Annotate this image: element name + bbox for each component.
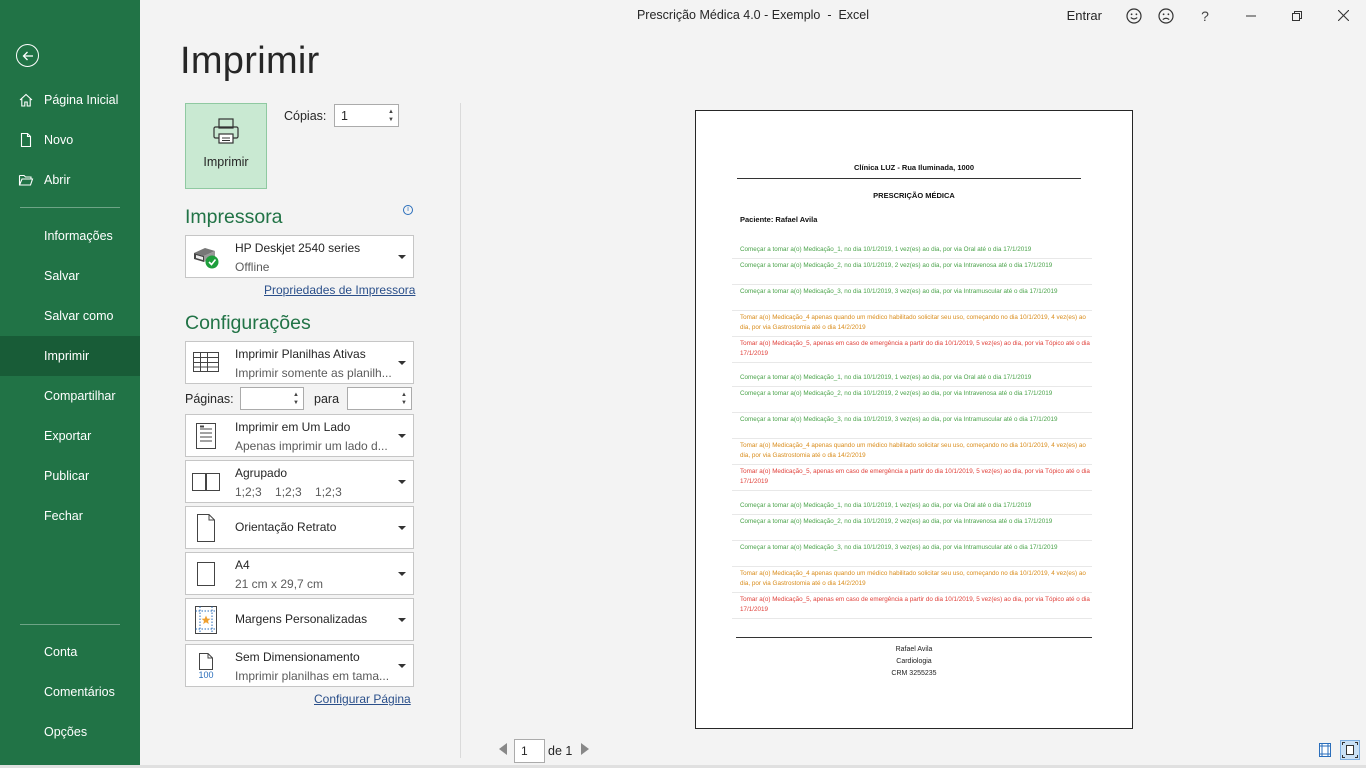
sidebar-item-label: Comentários (44, 685, 115, 699)
prescription-separator (732, 566, 1092, 567)
printer-properties-link[interactable]: Propriedades de Impressora (264, 283, 416, 297)
new-document-icon (18, 132, 34, 148)
signature-rule (736, 637, 1092, 638)
sidebar-item-print[interactable] (0, 336, 140, 376)
print-button-label: Imprimir (203, 155, 249, 169)
chevron-down-icon (398, 572, 406, 576)
title-bar (140, 0, 1366, 31)
orientation-dropdown[interactable] (185, 506, 414, 549)
setting-title: Sem Dimensionamento (235, 650, 360, 664)
patient-name: Paciente: Rafael Avila (740, 215, 818, 224)
zoom-to-page-button[interactable] (1340, 740, 1360, 760)
doctor-crm: CRM 3255235 (891, 670, 937, 677)
prescription-separator (732, 514, 1092, 515)
prescription-line: Começar a tomar a(o) Medicação_3, no dia 10/1/2019, 3 vez(es) ao dia, por via Intramuscular até o dia 17/1/2019 (740, 416, 1058, 423)
pages-label: Páginas: (185, 392, 234, 406)
show-margins-icon[interactable] (1317, 742, 1333, 758)
page-count: de 1 (548, 744, 573, 758)
sidebar-item-options[interactable] (0, 712, 140, 752)
doctor-name: Rafael Avila (895, 646, 933, 653)
prescription-separator (732, 490, 1092, 491)
title-separator: - (820, 8, 839, 22)
sidebar-item-feedback[interactable] (0, 672, 140, 712)
sidebar-item-label: Conta (44, 645, 78, 659)
prescription-line: Começar a tomar a(o) Medicação_1, no dia 10/1/2019, 1 vez(es) ao dia, por via Oral até o dia 17/1/2019 (740, 502, 1032, 509)
prescription-line: Começar a tomar a(o) Medicação_3, no dia 10/1/2019, 3 vez(es) ao dia, por via Intramuscular até o dia 17/1/2019 (740, 288, 1058, 295)
prescription-separator (732, 592, 1092, 593)
sidebar-item-label: Informações (44, 229, 113, 243)
copies-value: 1 (341, 108, 348, 123)
divider (460, 103, 461, 758)
next-page-icon[interactable] (581, 743, 589, 755)
stepper-arrows-icon[interactable]: ▲ ▼ (293, 391, 299, 406)
chevron-down-icon (398, 618, 406, 622)
close-button[interactable] (1320, 0, 1366, 31)
prescription-line: Começar a tomar a(o) Medicação_1, no dia 10/1/2019, 1 vez(es) ao dia, por via Oral até o dia 17/1/2019 (740, 246, 1032, 253)
sidebar-item-label: Compartilhar (44, 389, 116, 403)
prescription-line: Tomar a(o) Medicação_4 apenas quando um médico habilitado solicitar seu uso, começando no dia 10/1/2019, 4 vez(es) ao dia, por via Gastrostomia até o dia 14/2/2019 (740, 314, 1086, 331)
setting-subtitle: 1;2;3 1;2;3 1;2;3 (235, 485, 342, 499)
sidebar-item-account[interactable] (0, 632, 140, 672)
sidebar-item-export[interactable] (0, 416, 140, 456)
prescription-heading: PRESCRIÇÃO MÉDICA (873, 191, 955, 200)
prescription-separator (732, 438, 1092, 439)
chevron-down-icon (398, 526, 406, 530)
prescription-separator (732, 310, 1092, 311)
chevron-down-icon (398, 434, 406, 438)
prescription-separator (732, 618, 1092, 619)
sidebar-item-label: Novo (44, 133, 74, 147)
sidebar-item-share[interactable] (0, 376, 140, 416)
help-button[interactable]: ? (1201, 7, 1209, 24)
pages-to-input[interactable] (347, 387, 412, 410)
prescription-separator (732, 362, 1092, 363)
minimize-button[interactable] (1228, 0, 1274, 31)
frown-feedback-icon[interactable] (1150, 0, 1182, 31)
chevron-down-icon (398, 361, 406, 365)
page-setup-link[interactable]: Configurar Página (314, 692, 411, 706)
sidebar-item-open[interactable] (0, 160, 140, 200)
sidebar-item-new[interactable] (0, 120, 140, 160)
printer-icon (210, 115, 242, 147)
copies-stepper[interactable] (334, 104, 399, 127)
sidebar-item-publish[interactable] (0, 456, 140, 496)
back-arrow-icon[interactable] (16, 44, 39, 67)
sidebar-item-label: Publicar (44, 469, 90, 483)
sides-dropdown[interactable] (185, 414, 414, 457)
prescription-separator (732, 412, 1092, 413)
setting-subtitle: Apenas imprimir um lado d... (235, 439, 388, 453)
sidebar-item-label: Exportar (44, 429, 92, 443)
setting-subtitle: Imprimir somente as planilh... (235, 366, 392, 380)
current-page-input[interactable]: 1 (514, 739, 545, 763)
prescription-line: Tomar a(o) Medicação_4 apenas quando um médico habilitado solicitar seu uso, começando no dia 10/1/2019, 4 vez(es) ao dia, por via Gastrostomia até o dia 14/2/2019 (740, 570, 1086, 587)
prescription-line: Começar a tomar a(o) Medicação_2, no dia 10/1/2019, 2 vez(es) ao dia, por via Intravenosa até o dia 17/1/2019 (740, 262, 1053, 269)
prescription-separator (732, 284, 1092, 285)
sidebar-item-close[interactable] (0, 496, 140, 536)
sheet-grid-icon (190, 347, 222, 379)
sidebar-item-home[interactable] (0, 80, 140, 120)
setting-title: Agrupado (235, 466, 288, 480)
one-sided-page-icon (190, 420, 222, 452)
custom-margins-icon (190, 604, 222, 636)
previous-page-icon[interactable] (499, 743, 507, 755)
print-preview-page (695, 110, 1133, 729)
chevron-down-icon (398, 664, 406, 668)
pages-to-label: para (314, 392, 340, 406)
paper-size-icon (190, 558, 222, 590)
setting-subtitle: Imprimir planilhas em tama... (235, 669, 390, 683)
sidebar-item-label: Fechar (44, 509, 83, 523)
copies-label: Cópias: (284, 109, 327, 123)
print-what-dropdown[interactable] (185, 341, 414, 384)
prescription-line: Começar a tomar a(o) Medicação_3, no dia 10/1/2019, 3 vez(es) ao dia, por via Intramuscular até o dia 17/1/2019 (740, 544, 1058, 551)
scaling-percent: 100 (198, 669, 214, 680)
sidebar-item-label: Opções (44, 725, 88, 739)
page-title: Imprimir (180, 40, 320, 82)
sidebar-divider (20, 624, 120, 625)
prescription-separator (732, 258, 1092, 259)
margins-dropdown[interactable] (185, 598, 414, 641)
stepper-arrows-icon[interactable]: ▲ ▼ (401, 391, 407, 406)
print-button[interactable] (185, 103, 267, 189)
setting-title: A4 (235, 558, 250, 572)
sidebar-item-save-as[interactable] (0, 296, 140, 336)
settings-heading: Configurações (185, 312, 311, 334)
chevron-down-icon (398, 480, 406, 484)
app-name: Excel (838, 8, 870, 22)
header-rule (737, 178, 1081, 179)
portrait-page-icon (190, 512, 222, 544)
printer-name: HP Deskjet 2540 series (235, 241, 361, 255)
sidebar-item-info[interactable] (0, 216, 140, 256)
prescription-line: Começar a tomar a(o) Medicação_2, no dia 10/1/2019, 2 vez(es) ao dia, por via Intravenosa até o dia 17/1/2019 (740, 390, 1053, 397)
setting-subtitle: 21 cm x 29,7 cm (235, 577, 324, 591)
prescription-separator (732, 464, 1092, 465)
open-folder-icon (18, 172, 34, 188)
sidebar-divider (20, 207, 120, 208)
pages-from-input[interactable] (240, 387, 304, 410)
sidebar-item-label: Página Inicial (44, 93, 119, 107)
zoom-to-page-icon (1341, 741, 1359, 759)
prescription-line: Tomar a(o) Medicação_4 apenas quando um médico habilitado solicitar seu uso, começando no dia 10/1/2019, 4 vez(es) ao dia, por via Gastrostomia até o dia 14/2/2019 (740, 442, 1086, 459)
sidebar-item-label: Salvar como (44, 309, 114, 323)
sign-in-button[interactable]: Entrar (1066, 8, 1102, 23)
prescription-separator (732, 336, 1092, 337)
prescription-line: Tomar a(o) Medicação_5, apenas em caso de emergência a partir do dia 10/1/2019, 5 vez(es) ao dia, por via Tópico até o dia 17/1/2019 (740, 340, 1090, 357)
home-icon (18, 92, 34, 108)
setting-title: Imprimir Planilhas Ativas (235, 347, 366, 361)
sidebar-item-label: Salvar (44, 269, 80, 283)
prescription-line: Começar a tomar a(o) Medicação_2, no dia 10/1/2019, 2 vez(es) ao dia, por via Intravenosa até o dia 17/1/2019 (740, 518, 1053, 525)
prescription-line: Tomar a(o) Medicação_5, apenas em caso de emergência a partir do dia 10/1/2019, 5 vez(es) ao dia, por via Tópico até o dia 17/1/2019 (740, 596, 1090, 613)
printer-status: Offline (235, 260, 270, 274)
printer-heading: Impressora (185, 206, 283, 228)
sidebar-item-label: Imprimir (44, 349, 90, 363)
prescription-line: Tomar a(o) Medicação_5, apenas em caso de emergência a partir do dia 10/1/2019, 5 vez(es) ao dia, por via Tópico até o dia 17/1/2019 (740, 468, 1090, 485)
collated-pages-icon (190, 466, 222, 498)
stepper-arrows-icon[interactable]: ▲ ▼ (388, 108, 394, 123)
document-title: Prescrição Médica 4.0 - Exemplo (636, 8, 821, 22)
collate-dropdown[interactable] (185, 460, 414, 503)
paper-size-dropdown[interactable] (185, 552, 414, 595)
info-icon[interactable]: i (403, 205, 413, 215)
setting-title: Imprimir em Um Lado (235, 420, 351, 434)
prescription-separator (732, 540, 1092, 541)
prescription-separator (732, 386, 1092, 387)
sidebar-item-save[interactable] (0, 256, 140, 296)
setting-title: Margens Personalizadas (235, 612, 368, 626)
sidebar-item-label: Abrir (44, 173, 71, 187)
setting-title: Orientação Retrato (235, 520, 337, 534)
chevron-down-icon (398, 255, 406, 259)
printer-dropdown[interactable] (185, 235, 414, 278)
backstage-sidebar (0, 0, 140, 768)
prescription-line: Começar a tomar a(o) Medicação_1, no dia 10/1/2019, 1 vez(es) ao dia, por via Oral até o dia 17/1/2019 (740, 374, 1032, 381)
smile-feedback-icon[interactable] (1118, 0, 1150, 31)
no-scaling-icon (190, 650, 222, 682)
scaling-dropdown[interactable] (185, 644, 414, 687)
printer-status-icon (190, 241, 222, 273)
clinic-header: Clínica LUZ - Rua Iluminada, 1000 (853, 163, 975, 172)
restore-button[interactable] (1274, 0, 1320, 31)
doctor-specialty: Cardiologia (896, 658, 932, 665)
